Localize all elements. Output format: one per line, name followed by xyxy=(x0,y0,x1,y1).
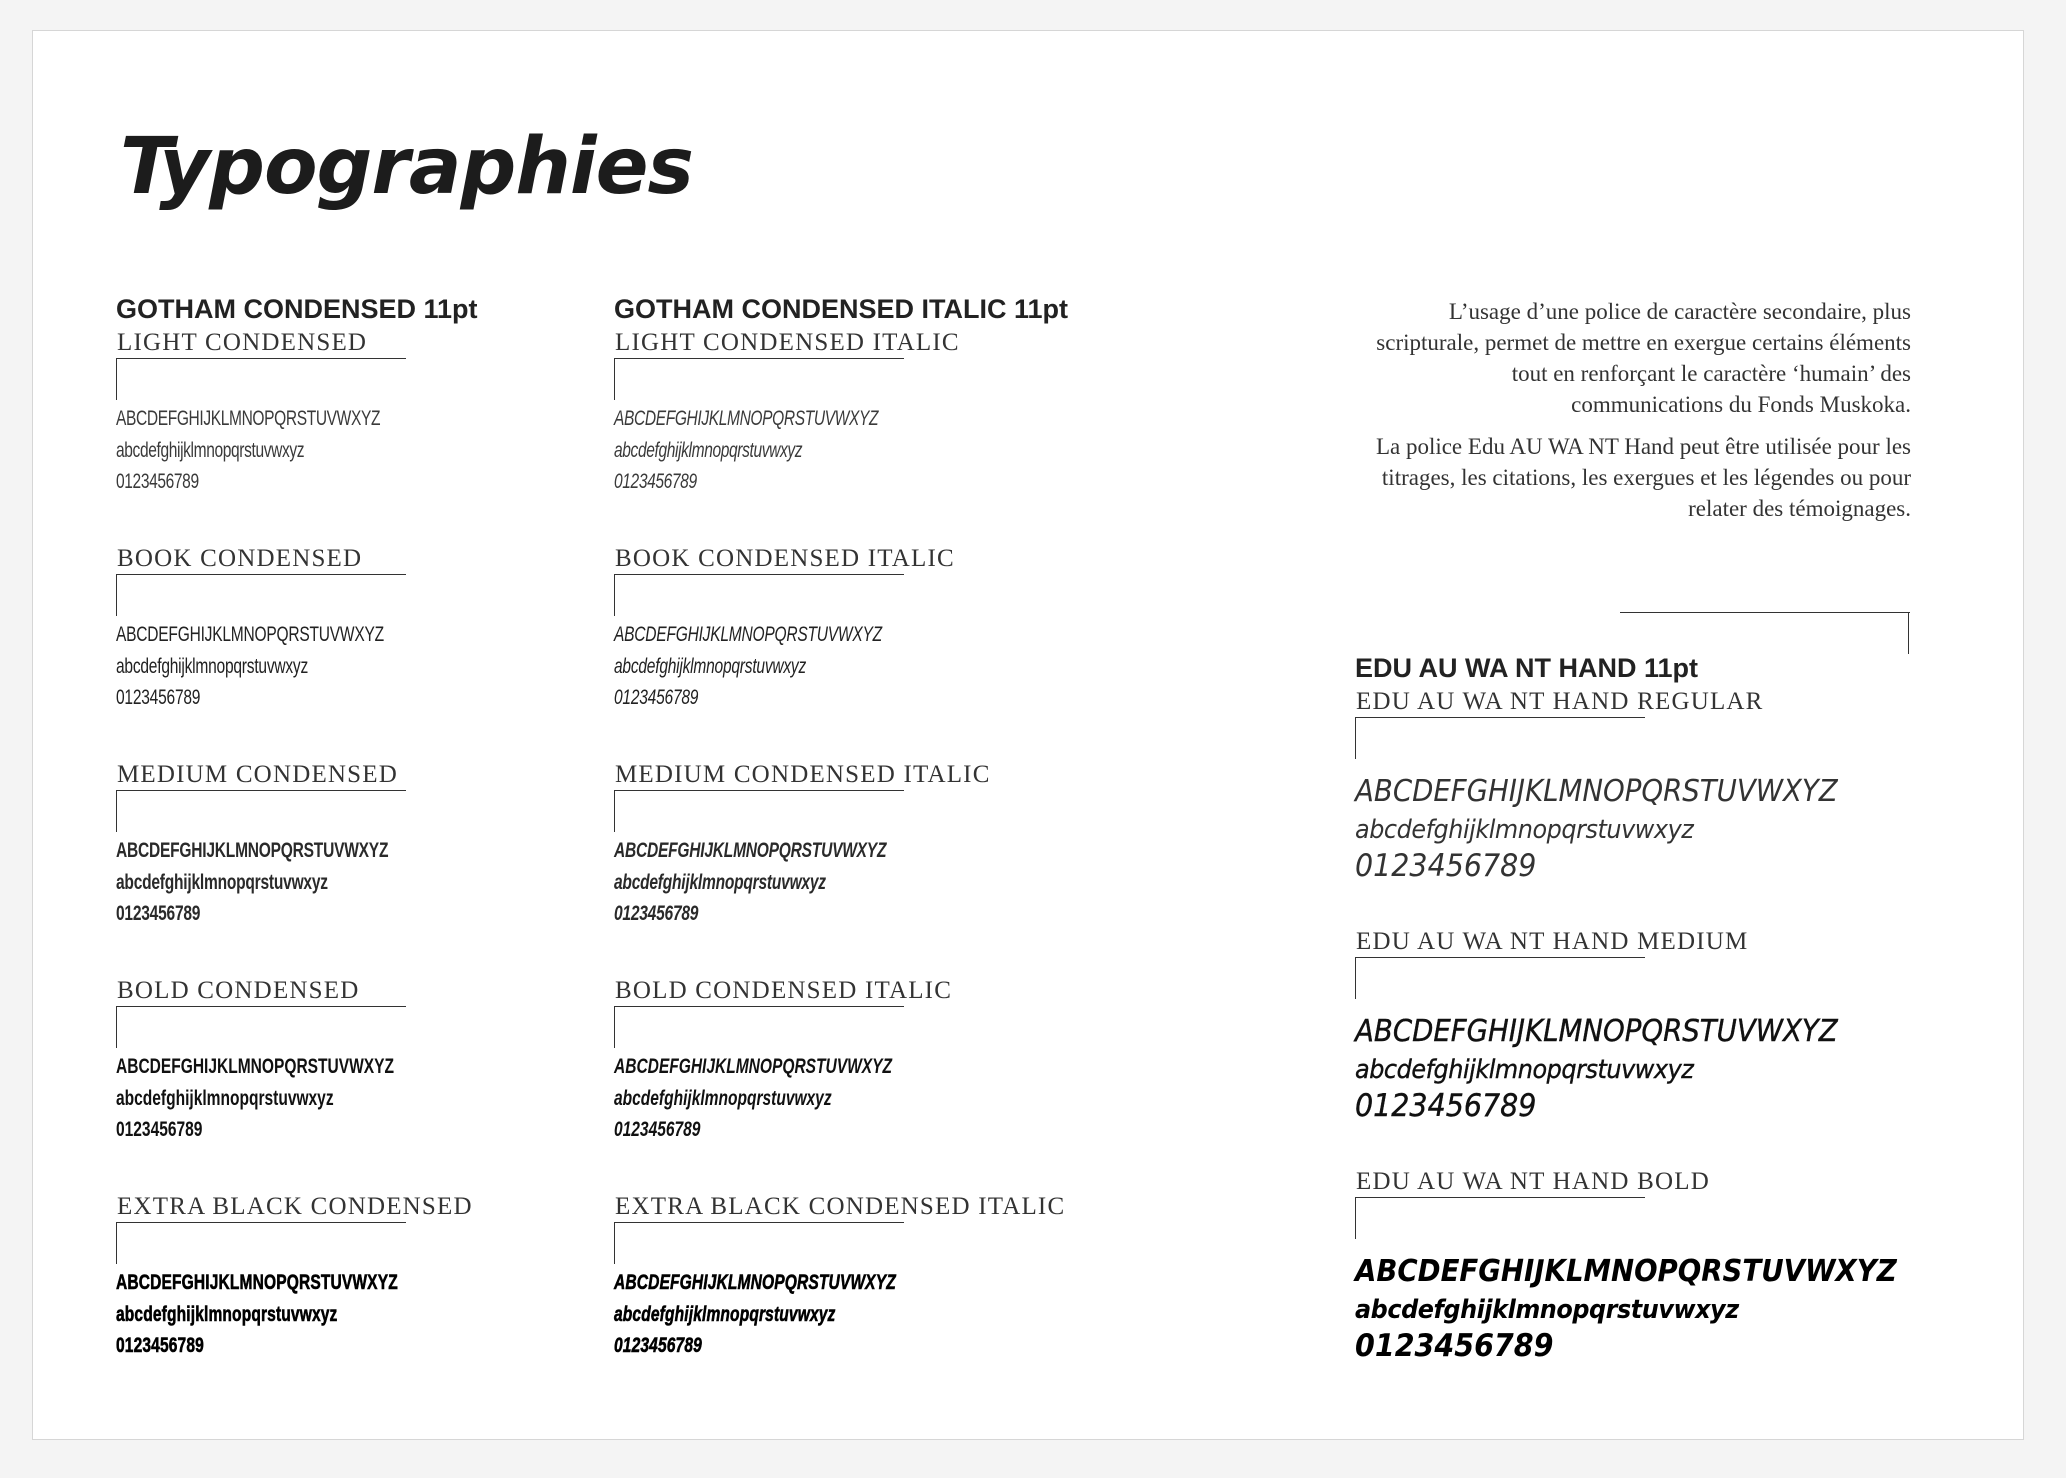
divider-rule xyxy=(614,574,615,616)
specimen-digits: 0123456789 xyxy=(614,902,699,925)
specimen-digits: 0123456789 xyxy=(116,1334,204,1357)
font-block-extra-black-italic xyxy=(614,1189,1154,1405)
specimen-uppercase: ABCDEFGHIJKLMNOPQRSTUVWXYZ xyxy=(614,623,882,646)
font-weight-label: EDU AU WA NT HAND BOLD xyxy=(1356,1168,1710,1195)
column-title: EDU AU WA NT HAND 11pt xyxy=(1355,653,1699,683)
divider-rule xyxy=(1355,1197,1356,1239)
divider-rule xyxy=(116,790,117,832)
specimen-lowercase: abcdefghijklmnopqrstuvwxyz xyxy=(1355,815,1694,845)
font-block-hand-regular xyxy=(1355,684,1915,924)
specimen-uppercase: ABCDEFGHIJKLMNOPQRSTUVWXYZ xyxy=(1355,1014,1838,1049)
column-title: GOTHAM CONDENSED ITALIC 11pt xyxy=(614,294,1069,324)
font-block-bold xyxy=(116,973,546,1189)
divider-rule xyxy=(116,574,117,616)
divider-rule xyxy=(116,574,406,575)
specimen-digits: 0123456789 xyxy=(116,1118,203,1141)
divider-rule xyxy=(614,790,615,832)
specimen-uppercase: ABCDEFGHIJKLMNOPQRSTUVWXYZ xyxy=(116,623,384,646)
specimen-lowercase: abcdefghijklmnopqrstuvwxyz xyxy=(116,438,305,462)
specimen-lowercase: abcdefghijklmnopqrstuvwxyz xyxy=(116,870,328,894)
specimen-uppercase: ABCDEFGHIJKLMNOPQRSTUVWXYZ xyxy=(116,839,389,862)
divider-rule xyxy=(614,358,904,359)
specimen-lowercase: abcdefghijklmnopqrstuvwxyz xyxy=(614,1302,836,1326)
font-weight-label: BOLD CONDENSED xyxy=(117,977,360,1004)
specimen-uppercase: ABCDEFGHIJKLMNOPQRSTUVWXYZ xyxy=(116,1271,398,1294)
font-block-bold-italic xyxy=(614,973,1154,1189)
font-weight-label: BOOK CONDENSED xyxy=(117,545,363,572)
divider-rule xyxy=(1908,612,1909,654)
divider-rule xyxy=(116,1222,406,1223)
font-block-medium xyxy=(116,757,546,973)
divider-rule xyxy=(116,790,406,791)
divider-rule xyxy=(1355,957,1645,958)
specimen-lowercase: abcdefghijklmnopqrstuvwxyz xyxy=(614,870,826,894)
specimen-lowercase: abcdefghijklmnopqrstuvwxyz xyxy=(1355,1055,1694,1085)
intro-paragraph: La police Edu AU WA NT Hand peut être utilisée pour les titrages, les citations, les exergues et les légendes ou pour relater des témoignages. xyxy=(1375,434,1911,521)
specimen-uppercase: ABCDEFGHIJKLMNOPQRSTUVWXYZ xyxy=(116,407,381,430)
specimen-digits: 0123456789 xyxy=(116,902,201,925)
divider-rule xyxy=(1355,717,1356,759)
gotham-condensed-italic-column xyxy=(614,293,1154,1405)
column-title: GOTHAM CONDENSED 11pt xyxy=(116,294,478,324)
specimen-uppercase: ABCDEFGHIJKLMNOPQRSTUVWXYZ xyxy=(614,407,879,430)
font-weight-label: LIGHT CONDENSED xyxy=(117,329,368,356)
specimen-uppercase: ABCDEFGHIJKLMNOPQRSTUVWXYZ xyxy=(1355,774,1838,809)
specimen-lowercase: abcdefghijklmnopqrstuvwxyz xyxy=(614,1086,832,1110)
divider-rule xyxy=(614,574,904,575)
specimen-lowercase: abcdefghijklmnopqrstuvwxyz xyxy=(116,1086,334,1110)
specimen-lowercase: abcdefghijklmnopqrstuvwxyz xyxy=(116,1302,338,1326)
divider-rule xyxy=(1620,612,1910,613)
divider-rule xyxy=(116,358,117,400)
specimen-digits: 0123456789 xyxy=(614,470,697,493)
specimen-uppercase: ABCDEFGHIJKLMNOPQRSTUVWXYZ xyxy=(614,839,887,862)
font-weight-label: BOLD CONDENSED ITALIC xyxy=(615,977,953,1004)
page-title: Typographies xyxy=(120,122,693,212)
intro-paragraph: L’usage d’une police de caractère secondaire, plus scripturale, permet de mettre en exergue certains éléments tout en renforçant le caractère ‘humain’ des communications du Fonds Muskoka. xyxy=(1376,299,1911,417)
divider-rule xyxy=(1355,957,1356,999)
divider-rule xyxy=(614,1006,904,1007)
divider-rule xyxy=(116,1222,117,1264)
font-block-light-italic xyxy=(614,325,1154,541)
divider-rule xyxy=(1355,1197,1645,1198)
specimen-uppercase: ABCDEFGHIJKLMNOPQRSTUVWXYZ xyxy=(614,1271,896,1294)
specimen-digits: 0123456789 xyxy=(1355,848,1537,884)
font-block-medium-italic xyxy=(614,757,1154,973)
font-block-book xyxy=(116,541,546,757)
font-weight-label: LIGHT CONDENSED ITALIC xyxy=(615,329,960,356)
divider-rule xyxy=(1355,717,1645,718)
divider-rule xyxy=(614,790,904,791)
font-weight-label: EXTRA BLACK CONDENSED ITALIC xyxy=(615,1193,1066,1220)
specimen-lowercase: abcdefghijklmnopqrstuvwxyz xyxy=(116,654,309,678)
gotham-condensed-column xyxy=(116,293,546,1405)
specimen-digits: 0123456789 xyxy=(614,1334,702,1357)
divider-rule xyxy=(116,1006,406,1007)
specimen-lowercase: abcdefghijklmnopqrstuvwxyz xyxy=(614,654,807,678)
specimen-uppercase: ABCDEFGHIJKLMNOPQRSTUVWXYZ xyxy=(614,1055,893,1078)
font-weight-label: BOOK CONDENSED ITALIC xyxy=(615,545,955,572)
specimen-lowercase: abcdefghijklmnopqrstuvwxyz xyxy=(614,438,803,462)
font-weight-label: EDU AU WA NT HAND REGULAR xyxy=(1356,688,1764,715)
divider-rule xyxy=(614,1222,615,1264)
font-block-light xyxy=(116,325,546,541)
divider-rule xyxy=(116,1006,117,1048)
edu-hand-column xyxy=(1355,652,1915,1404)
font-weight-label: MEDIUM CONDENSED xyxy=(117,761,399,788)
specimen-digits: 0123456789 xyxy=(614,1118,701,1141)
divider-rule xyxy=(614,358,615,400)
specimen-digits: 0123456789 xyxy=(1355,1088,1537,1124)
divider-rule xyxy=(614,1222,904,1223)
font-block-extra-black xyxy=(116,1189,546,1405)
specimen-uppercase: ABCDEFGHIJKLMNOPQRSTUVWXYZ xyxy=(1355,1254,1897,1289)
divider-rule xyxy=(614,1006,615,1048)
specimen-digits: 0123456789 xyxy=(116,470,199,493)
font-block-hand-medium xyxy=(1355,924,1915,1164)
specimen-digits: 0123456789 xyxy=(116,686,201,709)
divider-rule xyxy=(116,358,406,359)
font-weight-label: EXTRA BLACK CONDENSED xyxy=(117,1193,473,1220)
font-block-hand-bold xyxy=(1355,1164,1915,1404)
font-block-book-italic xyxy=(614,541,1154,757)
intro-text xyxy=(1355,296,1911,535)
font-weight-label: MEDIUM CONDENSED ITALIC xyxy=(615,761,991,788)
font-weight-label: EDU AU WA NT HAND MEDIUM xyxy=(1356,928,1749,955)
specimen-lowercase: abcdefghijklmnopqrstuvwxyz xyxy=(1355,1295,1739,1325)
specimen-digits: 0123456789 xyxy=(614,686,699,709)
specimen-digits: 0123456789 xyxy=(1355,1328,1554,1364)
specimen-uppercase: ABCDEFGHIJKLMNOPQRSTUVWXYZ xyxy=(116,1055,395,1078)
